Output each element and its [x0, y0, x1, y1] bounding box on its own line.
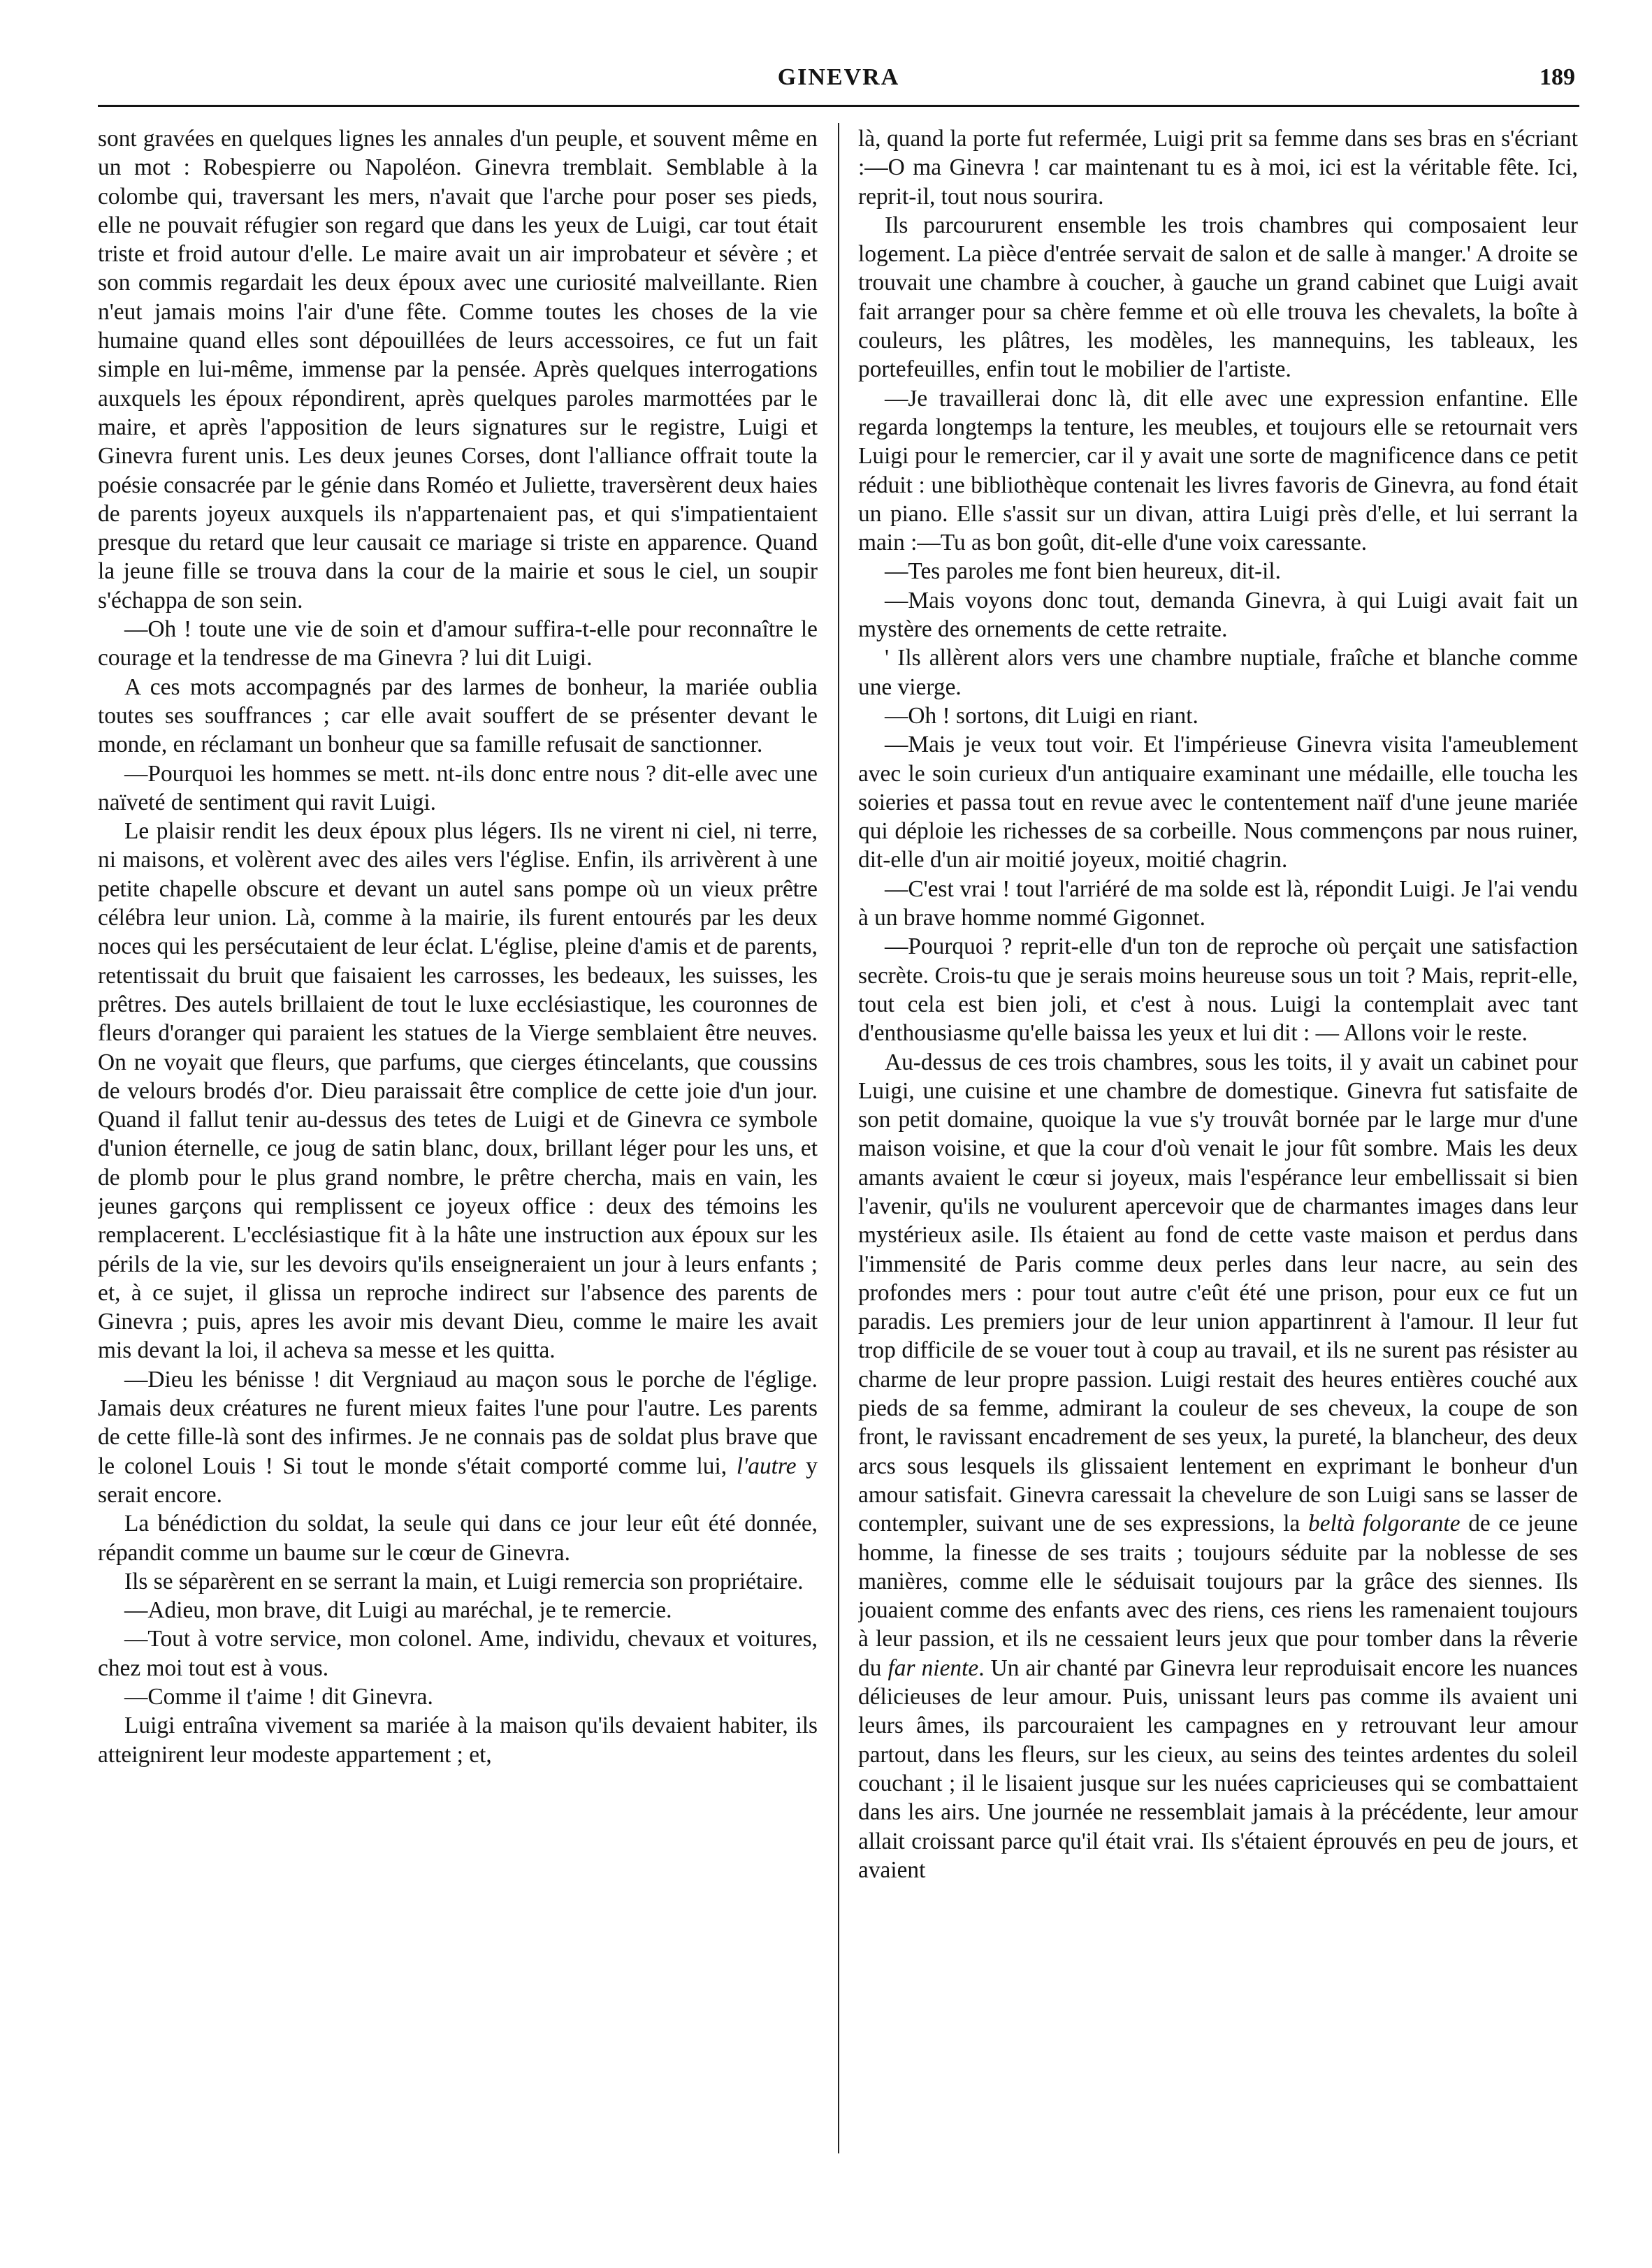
paragraph: Ils parcoururent ensemble les trois chambres qui composaient leur logement. La pièce d'entrée servait de salon et de salle à manger.' A droite se trouvait une chambre à coucher, à gauche un grand cabinet que Luigi avait fait arranger pour sa chère femme et où elle trouva les chevalets, la boîte à couleurs, les plâtres, les modèles, les mannequins, les tableaux, les portefeuilles, enfin tout le mobilier de l'artiste. — [858, 212, 1578, 383]
paragraph: Luigi entraîna vivement sa mariée à la maison qu'ils devaient habiter, ils atteignirent leur modeste appartement ; et, — [98, 1713, 818, 1768]
paragraph: —Oh ! toute une vie de soin et d'amour suffira-t-elle pour reconnaître le courage et la tendresse de ma Ginevra ? lui dit Luigi. — [98, 616, 818, 671]
italic-phrase: beltà folgorante — [1308, 1511, 1461, 1537]
paragraph-text: de ce jeune homme, la finesse de ses traits ; toujours séduite par la noblesse de ses manières, comme elle le séduisait toujours par la grâce des siennes. Ils jouaient comme des enfants avec des riens, ces riens les ramenaient toujours à leur passion, et ils ne cessaient leurs jeux que pour tomber dans la rêverie du — [858, 1511, 1578, 1681]
paragraph-text: —Dieu les bénisse ! dit Vergniaud au maçon sous le porche de l'églige. Jamais deux créatures ne furent mieux faites l'une pour l'autre. Les parents de cette fille-là sont des infirmes. Je ne connais pas de soldat plus brave que le colonel Louis ! Si tout le monde s'était comporté comme lui, — [98, 1366, 818, 1479]
paragraph: sont gravées en quelques lignes les annales d'un peuple, et souvent même en un mot : Robespierre ou Napoléon. Ginevra tremblait. Semblable à la colombe qui, traversant les mers, n'avait que l'arche pour poser ses pieds, elle ne pouvait réfugier son regard que dans les yeux de Luigi, car tout était triste et froid autour d'elle. Le maire avait un air improbateur et sévère ; et son commis regardait les deux époux avec une curiosité malveillante. Rien n'eut jamais moins l'air d'une fête. Comme toutes les choses de la vie humaine quand elles sont dépouillées de leurs accessoires, ce fut un fait simple en lui-même, immense par la pensée. Après quelques interrogations auxquels les époux répondirent, après quelques paroles marmottées par le maire, et après l'apposition de leurs signatures sur le registre, Luigi et Ginevra furent unis. Les deux jeunes Corses, dont l'alliance offrait toute la poésie consacrée par le génie dans Roméo et Juliette, traversèrent deux haies de parents joyeux auxquels ils n'appartenaient pas, et qui s'impatientaient presque du retard que leur causait ce mariage si triste en apparence. Quand la jeune fille se trouva dans la cour de la mairie et sous le ciel, un soupir s'échappa de son sein. — [98, 126, 818, 613]
running-header — [98, 64, 1579, 103]
paragraph: —C'est vrai ! tout l'arriéré de ma solde est là, répondit Luigi. Je l'ai vendu à un brave homme nommé Gigonnet. — [858, 875, 1578, 931]
paragraph: A ces mots accompagnés par des larmes de bonheur, la mariée oublia toutes ses souffrances ; car elle avait souffert de se présenter devant le monde, en réclamant un bonheur que sa famille refusait de sanctionner. — [98, 674, 818, 758]
running-title: GINEVRA — [777, 64, 900, 90]
paragraph: là, quand la porte fut refermée, Luigi prit sa femme dans ses bras en s'écriant :—O ma Ginevra ! car maintenant tu es à moi, ici est la véritable fête. Ici, reprit-il, tout nous sourira. — [858, 126, 1578, 210]
header-rule — [98, 105, 1579, 107]
paragraph-text: . Un air chanté par Ginevra leur reproduisait encore les nuances délicieuses de leur amour. Puis, unissant leurs pas comme ils avaient uni leurs âmes, ils parcouraient les campagnes en y retrouvant leur amour partout, dans les fleurs, sur les cieux, au seins des teintes ardentes du soleil couchant ; il le lisaient jusque sur les nuées capricieuses qui se combattaient dans les airs. Une journée ne ressemblait jamais à la précédente, leur amour allait croissant parce qu'il était vrai. Ils s'étaient éprouvés en peu de jours, et avaient — [858, 1655, 1578, 1883]
paragraph-text: Au-dessus de ces trois chambres, sous les toits, il y avait un cabinet pour Luigi, une cuisine et une chambre de domestique. Ginevra fut satisfaite de son petit domaine, quoique la vue s'y trouvât bornée par le large mur d'une maison voisine, et que la cour d'où venait le jour fût sombre. Mais les deux amants avaient le cœur si joyeux, mais l'espérance leur embellissait si bien l'avenir, qu'ils ne voulurent apercevoir que de charmantes images dans leur mystérieux asile. Ils étaient au fond de cette vaste maison et perdus dans l'immensité de Paris comme deux perles dans leur nacre, au sein des profondes mers : pour tout autre c'eût été une prison, pour eux ce fut un paradis. Les premiers jour de leur union appartinrent à l'amour. Il leur fut trop difficile de se vouer tout à coup au travail, et ils ne surent pas résister au charme de leur propre passion. Luigi restait des heures entières couché aux pieds de sa femme, admirant la couleur de ses cheveux, la coupe de son front, le ravissant encadrement de ses yeux, la pureté, la blancheur, des deux arcs sous lesquels ils glissaient lentement en exprimant le bonheur d'un amour satisfait. Ginevra caressait la chevelure de son Luigi sans se lasser de contempler, suivant une de ses expressions, la — [858, 1049, 1578, 1537]
paragraph-text: serait encore. — [98, 1481, 222, 1508]
paragraph-text: y — [806, 1453, 818, 1479]
paragraph: —Mais voyons donc tout, demanda Ginevra, à qui Luigi avait fait un mystère des ornements de cette retraite. — [858, 587, 1578, 643]
paragraph: —Je travaillerai donc là, dit elle avec une expression enfantine. Elle regarda longtemps la tenture, les meubles, et toujours elle se retournait vers Luigi pour le remercier, car il y avait une sorte de magnificence dans ce petit réduit : une bibliothèque contenait les livres favoris de Ginevra, au fond était un piano. Elle s'assit sur un divan, attira Luigi près d'elle, et lui serrant la main :—Tu as bon goût, dit-elle d'une voix caressante. — [858, 385, 1578, 556]
page-number: 189 — [1539, 64, 1575, 90]
paragraph: ' Ils allèrent alors vers une chambre nuptiale, fraîche et blanche comme une vierge. — [858, 645, 1578, 700]
paragraph: —Tout à votre service, mon colonel. Ame, individu, chevaux et voitures, chez moi tout est à vous. — [98, 1626, 818, 1681]
italic-phrase: l'autre — [736, 1453, 797, 1479]
paragraph: La bénédiction du soldat, la seule qui dans ce jour leur eût été donnée, répandit comme un baume sur le cœur de Ginevra. — [98, 1511, 818, 1566]
paragraph: —Comme il t'aime ! dit Ginevra. — [124, 1684, 433, 1710]
paragraph: Le plaisir rendit les deux époux plus légers. Ils ne virent ni ciel, ni terre, ni maisons, et volèrent avec des ailes vers l'église. Enfin, ils arrivèrent à une petite chapelle obscure et devant un autel sans pompe où un vieux prêtre célébra leur union. Là, comme à la mairie, ils furent entourés par les deux noces qui les persécutaient de leur éclat. L'église, pleine d'amis et de parents, retentissait du bruit que faisaient les carrosses, les bedeaux, les suisses, les prêtres. Des autels brillaient de tout le luxe ecclésiastique, les couronnes de fleurs d'oranger qui paraient les statues de la Vierge semblaient être neuves. On ne voyait que fleurs, que parfums, que cierges étincelants, que coussins de velours brodés d'or. Dieu paraissait être complice de cette joie d'un jour. Quand il fallut tenir au-dessus des tetes de Luigi et de Ginevra ce symbole d'union éternelle, ce joug de satin blanc, doux, brillant léger pour les uns, et de plomb pour le plus grand nombre, le prêtre chercha, mais en vain, les jeunes garçons qui remplissent ce joyeux office : deux des témoins les remplacerent. L'ecclésiastique fit à la hâte une instruction aux époux sur les périls de la vie, sur les devoirs qu'ils enseigneraient un jour à leurs enfants ; et, à ce sujet, il glissa un reproche indirect sur l'absence des parents de Ginevra ; puis, apres les avoir mis devant Dieu, comme le maire les avait mis devant la loi, il acheva sa messe et les quitta. — [98, 818, 818, 1364]
column-divider — [838, 123, 839, 2153]
paragraph — [98, 1365, 818, 1509]
paragraph — [858, 1048, 1578, 1885]
paragraph: —Mais je veux tout voir. Et l'impérieuse Ginevra visita l'ameublement avec le soin curieux d'un antiquaire examinant une médaille, elle toucha les soieries et passa tout en revue avec le contentement naïf d'une jeune mariée qui déploie les richesses de sa corbeille. Nous commençons par nous ruiner, dit-elle d'un air moitié joyeux, moitié chagrin. — [858, 732, 1578, 873]
italic-phrase: far niente — [887, 1655, 979, 1681]
paragraph: —Pourquoi les hommes se mett. nt-ils donc entre nous ? dit-elle avec une naïveté de sentiment qui ravit Luigi. — [98, 760, 818, 815]
paragraph: —Oh ! sortons, dit Luigi en riant. — [885, 702, 1198, 729]
paragraph: —Tes paroles me font bien heureux, dit-il. — [885, 558, 1282, 585]
paragraph: —Pourquoi ? reprit-elle d'un ton de reproche où perçait une satisfaction secrète. Crois-tu que je serais moins heureuse sous un toit ? Mais, reprit-elle, tout cela est bien joli, et c'est à nous. Luigi la contemplait avec tant d'enthousiasme qu'elle baissa les yeux et lui dit : — Allons voir le reste. — [858, 933, 1578, 1047]
paragraph: Ils se séparèrent en se serrant la main, et Luigi remercia son propriétaire. — [124, 1568, 804, 1594]
paragraph: —Adieu, mon brave, dit Luigi au maréchal, je te remercie. — [124, 1597, 672, 1624]
right-column — [858, 124, 1578, 2151]
left-column — [98, 124, 818, 2151]
